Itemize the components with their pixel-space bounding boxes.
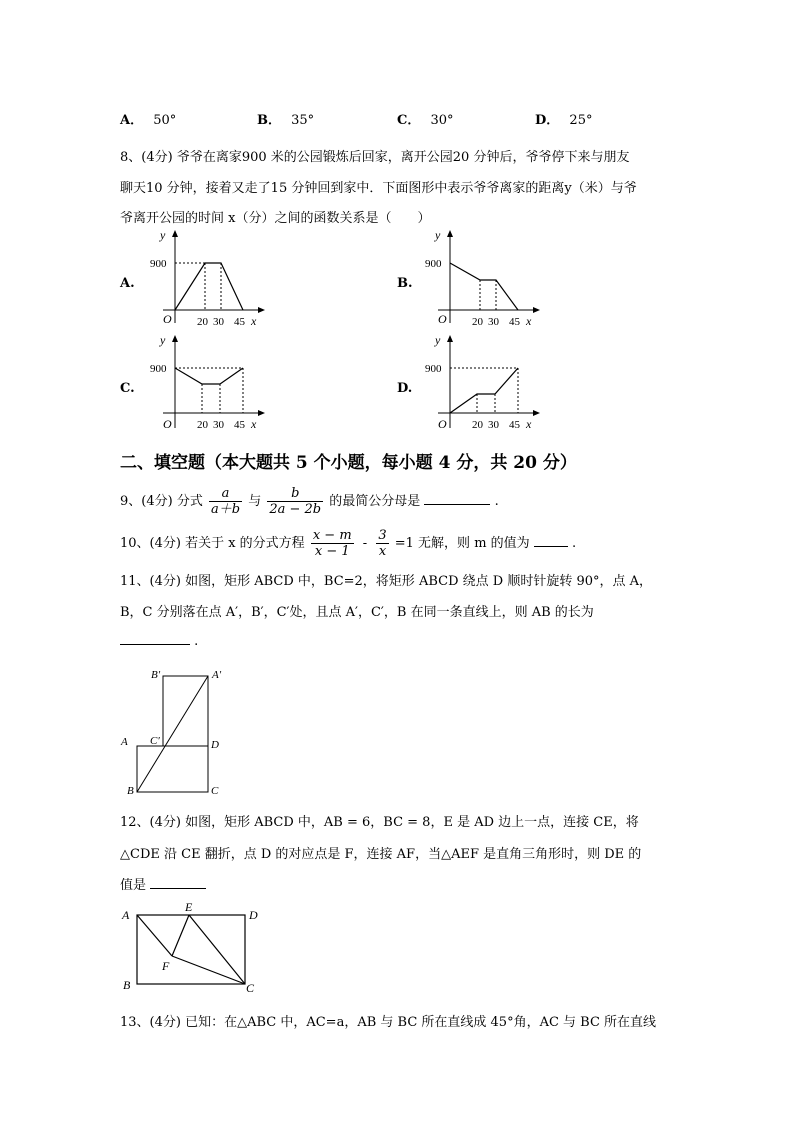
frac-denominator: x − 1 xyxy=(314,544,350,559)
option-letter: D． xyxy=(535,113,560,128)
x-axis-label: x xyxy=(251,314,257,328)
option-value: 50° xyxy=(153,113,177,128)
q12-line3-text: 值是 xyxy=(120,878,147,893)
y-tick-900: 900 xyxy=(425,258,442,270)
q9-prefix: 9、(4分) 分式 xyxy=(120,494,203,509)
label-d: D xyxy=(249,908,258,922)
y-axis-arrow xyxy=(172,335,178,342)
x-axis-label: x xyxy=(526,314,532,328)
q7-option-a xyxy=(120,109,176,128)
x-axis-label: x xyxy=(251,417,257,431)
frac-denominator: x xyxy=(378,544,387,559)
y-tick-900: 900 xyxy=(425,363,442,375)
y-axis-arrow xyxy=(447,230,453,237)
q9-suffix: 的最简公分母是 xyxy=(329,494,421,509)
q9-answer-blank[interactable] xyxy=(424,492,490,505)
q8-graph-d xyxy=(420,330,545,435)
x-tick-45: 45 xyxy=(234,316,245,328)
origin-label: O xyxy=(438,312,447,326)
y-tick-900: 900 xyxy=(150,258,167,270)
q8-graph-b xyxy=(420,225,545,330)
frac-numerator: b xyxy=(267,486,323,502)
y-axis-label: y xyxy=(435,333,441,347)
option-letter: A． xyxy=(120,113,144,128)
y-axis-label: y xyxy=(160,228,166,242)
y-axis-arrow xyxy=(447,335,453,342)
x-axis-arrow xyxy=(258,410,265,416)
rect-bottom xyxy=(137,746,208,792)
x-tick-20: 20 xyxy=(472,419,483,431)
q10-end: . xyxy=(571,536,577,551)
q10-prefix: 10、(4分) 若关于 x 的分式方程 xyxy=(120,536,305,551)
q9-end: . xyxy=(494,494,499,509)
x-tick-45: 45 xyxy=(509,316,520,328)
option-value: 25° xyxy=(569,113,593,128)
frac-numerator: x − m xyxy=(312,528,352,543)
label-b: B xyxy=(123,978,131,992)
label-c: C xyxy=(246,981,255,995)
q11-answer-blank[interactable] xyxy=(120,632,190,645)
q7-option-d xyxy=(535,109,592,128)
q7-option-b xyxy=(257,109,314,128)
q8-option-c-label: C. xyxy=(120,381,135,396)
q9-fraction-2 xyxy=(267,486,323,517)
label-a: A xyxy=(122,908,130,922)
q10-minus: - xyxy=(362,536,368,551)
q8-option-a-label: A. xyxy=(120,276,135,291)
frac-numerator: 3 xyxy=(378,528,387,543)
origin-label: O xyxy=(163,417,172,431)
x-tick-30: 30 xyxy=(213,316,224,328)
graph-line xyxy=(450,368,518,413)
q9 xyxy=(120,482,499,522)
q8-option-d-label: D. xyxy=(397,381,413,396)
graph-line xyxy=(450,263,518,310)
q13-line1: 13、(4分) 已知：在△ABC 中，AC=a，AB 与 BC 所在直线成 45°角，AC 与 BC 所在直线 xyxy=(120,1015,657,1030)
origin-label: O xyxy=(438,417,447,431)
y-axis-label: y xyxy=(160,333,166,347)
x-tick-30: 30 xyxy=(213,419,224,431)
segment-ef xyxy=(172,915,189,956)
frac-denominator: a＋b xyxy=(210,502,241,517)
graph-line xyxy=(175,368,243,384)
q9-fraction-1 xyxy=(209,486,242,517)
label-d: D xyxy=(211,739,219,751)
q11-figure xyxy=(115,660,235,800)
y-tick-900: 900 xyxy=(150,363,167,375)
frac-numerator: a xyxy=(209,486,242,502)
label-b1: B′ xyxy=(151,669,161,681)
x-tick-30: 30 xyxy=(488,419,499,431)
q12-answer-blank[interactable] xyxy=(150,876,206,889)
q10-suffix: =1 无解，则 m 的值为 xyxy=(394,536,530,551)
x-tick-20: 20 xyxy=(197,316,208,328)
q10-answer-blank[interactable] xyxy=(534,534,568,547)
q12-line1: 12、(4分) 如图，矩形 ABCD 中，AB = 6，BC = 8，E 是 AD 边上一点，连接 CE，将 xyxy=(120,815,639,830)
q8-graph-a xyxy=(145,225,270,330)
q10-fraction-2 xyxy=(376,528,388,559)
option-letter: C． xyxy=(397,113,421,128)
x-tick-45: 45 xyxy=(509,419,520,431)
label-a1: A′ xyxy=(212,669,222,681)
x-axis-arrow xyxy=(533,410,540,416)
rectangle-abcd xyxy=(137,915,245,984)
origin-label: O xyxy=(163,312,172,326)
segment-af xyxy=(137,915,172,956)
x-tick-20: 20 xyxy=(197,419,208,431)
label-f: F xyxy=(162,959,170,973)
section-2-title: 二、填空题（本大题共 5 个小题，每小题 4 分，共 20 分） xyxy=(120,453,577,473)
q10 xyxy=(120,524,576,564)
x-axis-label: x xyxy=(526,417,532,431)
q12-figure xyxy=(115,900,265,995)
q11-end: . xyxy=(194,634,199,649)
q8-option-b-label: B. xyxy=(397,276,413,291)
option-value: 30° xyxy=(430,113,454,128)
label-c: C xyxy=(211,785,219,797)
x-tick-45: 45 xyxy=(234,419,245,431)
x-tick-20: 20 xyxy=(472,316,483,328)
label-b: B xyxy=(127,785,134,797)
label-c1: C′ xyxy=(150,735,160,747)
x-axis-arrow xyxy=(533,307,540,313)
q9-mid: 与 xyxy=(248,494,262,509)
label-a: A xyxy=(121,736,128,748)
label-e: E xyxy=(185,900,193,914)
x-tick-30: 30 xyxy=(488,316,499,328)
q8-line1: 8、(4分) 爷爷在离家900 米的公园锻炼后回家，离开公园20 分钟后，爷爷停下来与朋友 xyxy=(120,150,630,165)
option-value: 35° xyxy=(291,113,315,128)
option-letter: B． xyxy=(257,113,281,128)
x-axis-arrow xyxy=(258,307,265,313)
q8-line3: 爷离开公园的时间 x（分）之间的函数关系是（ ） xyxy=(120,211,431,226)
q12-line2: △CDE 沿 CE 翻折，点 D 的对应点是 F，连接 AF，当△AEF 是直角三角形时，则 DE 的 xyxy=(120,847,642,862)
q12-line3 xyxy=(120,874,206,893)
frac-denominator: 2a − 2b xyxy=(269,502,322,517)
diagonal xyxy=(137,676,208,792)
y-axis-label: y xyxy=(435,228,441,242)
q8-graph-c xyxy=(145,330,270,435)
q7-option-c xyxy=(397,109,454,128)
y-axis-arrow xyxy=(172,230,178,237)
q11-line2: B，C 分别落在点 A′，B′，C′处，且点 A′，C′，B 在同一条直线上，则 AB 的长为 xyxy=(120,605,594,620)
q10-fraction-1 xyxy=(311,528,354,559)
graph-line xyxy=(175,263,243,310)
q11-line1: 11、(4分) 如图，矩形 ABCD 中，BC=2，将矩形 ABCD 绕点 D 顺时针旋转 90°，点 A， xyxy=(120,574,653,589)
q11-line3 xyxy=(120,632,198,649)
q8-line2: 聊天10 分钟，接着又走了15 分钟回到家中．下面图形中表示爷爷离家的距离y（米）与爷 xyxy=(120,181,637,196)
